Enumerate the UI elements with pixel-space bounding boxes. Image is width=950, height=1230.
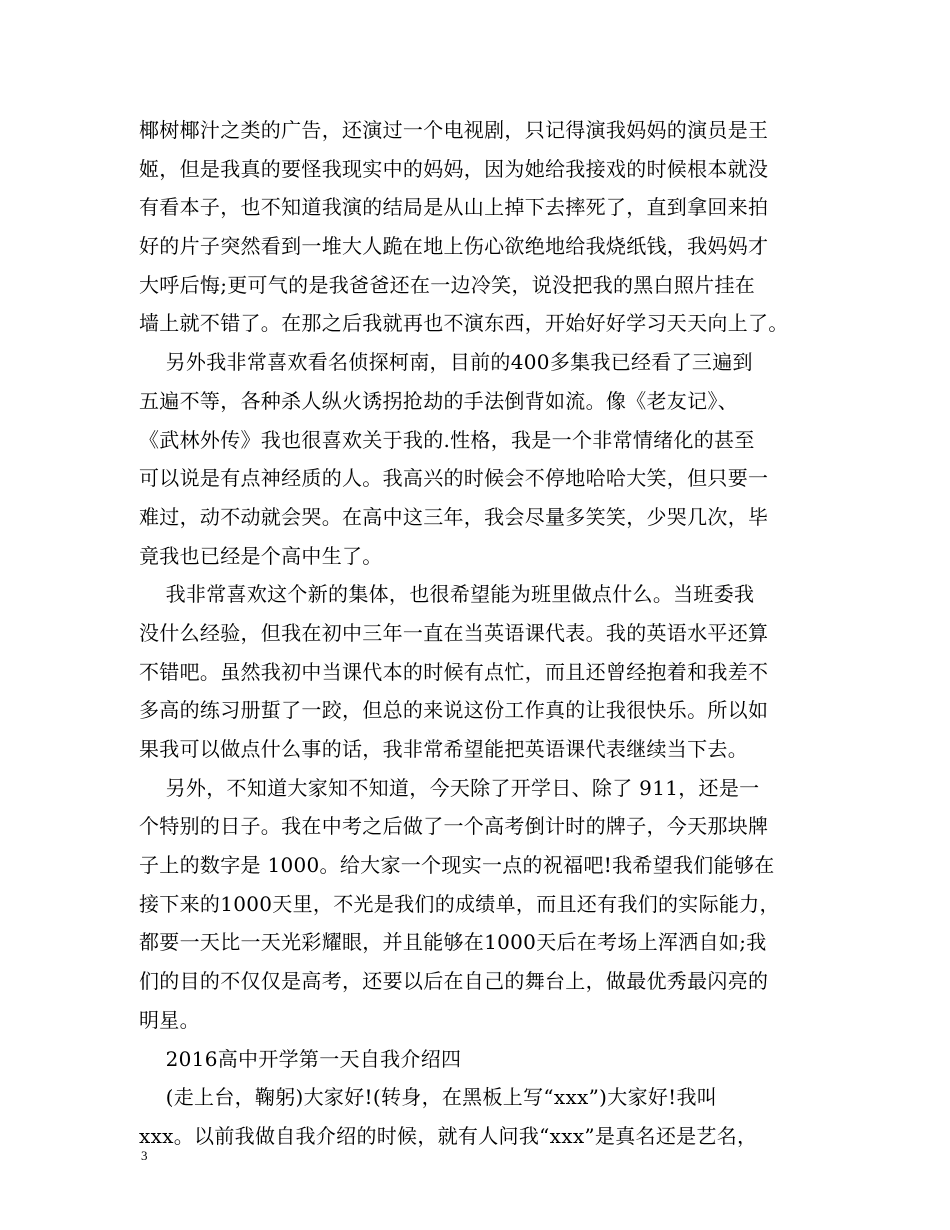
page-number: 3 (141, 1148, 148, 1163)
text-line: 姬，但是我真的要怪我现实中的妈妈，因为她给我接戏的时候根本就没 (139, 156, 769, 181)
text-line: 墙上就不错了。在那之后我就再也不演东西，开始好好学习天天向上了。 (139, 311, 789, 336)
text-line: 可以说是有点神经质的人。我高兴的时候会不停地哈哈大笑，但只要一 (139, 466, 769, 491)
text-line: 果我可以做点什么事的话，我非常希望能把英语课代表继续当下去。 (139, 737, 748, 761)
text-line: 五遍不等，各种杀人纵火诱拐抢劫的手法倒背如流。像《老友记》、 (139, 388, 738, 413)
text-line: 不错吧。虽然我初中当课代本的时候有点忙，而且还曾经抱着和我差不 (139, 659, 769, 684)
text-line: 椰树椰汁之类的广告，还演过一个电视剧，只记得演我妈妈的演员是王 (139, 118, 769, 142)
text-line: 难过，动不动就会哭。在高中这三年，我会尽量多笑笑，少哭几次，毕 (139, 504, 769, 529)
text-line: 另外，不知道大家知不知道，今天除了开学日、除了 911，还是一 (139, 775, 760, 800)
text-line: 们的目的不仅仅是高考，还要以后在自己的舞台上，做最优秀最闪亮的 (139, 969, 769, 994)
text-line: 好的片子突然看到一堆大人跪在地上伤心欲绝地给我烧纸钱，我妈妈才 (139, 234, 769, 259)
text-line: 都要一天比一天光彩耀眼，并且能够在1000天后在考场上浑洒自如;我 (139, 930, 767, 955)
text-line: 竟我也已经是个高中生了。 (139, 543, 383, 568)
text-line: 接下来的1000天里，不光是我们的成绩单，而且还有我们的实际能力， (139, 891, 780, 916)
text-line: 个特别的日子。我在中考之后做了一个高考倒计时的牌子，今天那块牌 (139, 814, 769, 839)
text-line: 子上的数字是 1000。给大家一个现实一点的祝福吧!我希望我们能够在 (139, 853, 775, 878)
text-line: 我非常喜欢这个新的集体，也很希望能为班里做点什么。当班委我 (139, 582, 755, 607)
text-line: 有看本子，也不知道我演的结局是从山上掉下去摔死了，直到拿回来拍 (139, 195, 769, 220)
text-line: 大呼后悔;更可气的是我爸爸还在一边冷笑，说没把我的黑白照片挂在 (139, 272, 756, 297)
document-body (139, 111, 829, 1156)
text-line: (走上台，鞠躬)大家好!(转身，在黑板上写“xxx”)大家好!我叫 (139, 1085, 718, 1110)
text-line: xxx。以前我做自我介绍的时候，就有人问我“xxx”是真名还是艺名， (139, 1123, 758, 1148)
section-heading: 2016高中开学第一天自我介绍四 (139, 1046, 462, 1071)
text-line: 《武林外传》我也很喜欢关于我的.性格，我是一个非常情绪化的甚至 (139, 427, 755, 452)
text-line: 多高的练习册蜇了一跤，但总的来说这份工作真的让我很快乐。所以如 (139, 698, 769, 723)
text-line: 另外我非常喜欢看名侦探柯南，目前的400多集我已经看了三遍到 (139, 350, 753, 375)
text-line: 明星。 (139, 1007, 200, 1032)
text-line: 没什么经验，但我在初中三年一直在当英语课代表。我的英语水平还算 (139, 620, 769, 645)
